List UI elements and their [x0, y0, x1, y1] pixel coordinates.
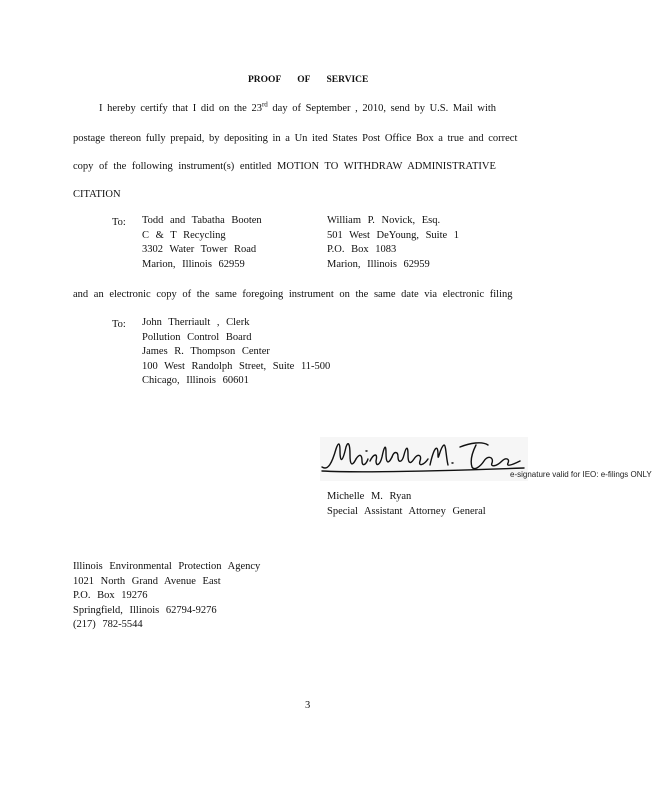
certify-line-3: copy of the following instrument(s) entitled MOTION TO WITHDRAW ADMINISTRATIVE [73, 161, 496, 172]
agency-line: P.O. Box 19276 [73, 590, 148, 601]
agency-line: Illinois Environmental Protection Agency [73, 561, 261, 572]
recipient-line: John Therriault , Clerk [142, 317, 250, 328]
recipient-line: C & T Recycling [142, 229, 226, 241]
certify-line-1 [99, 102, 496, 115]
page-number: 3 [305, 700, 311, 711]
certify-line-4: CITATION [73, 189, 121, 200]
recipient-line: Marion, Illinois 62959 [327, 258, 430, 270]
electronic-filing-line: and an electronic copy of the same foregoing instrument on the same date via electronic filing [73, 289, 513, 300]
signer-name: Michelle M. Ryan [327, 491, 412, 502]
recipient-line: Todd and Tabatha Booten [142, 215, 262, 226]
recipient-line: 100 West Randolph Street, Suite 11-500 [142, 360, 331, 372]
efile-recipient [142, 316, 330, 389]
recipient-line: James R. Thompson Center [142, 346, 270, 357]
mail-to-label: To: [112, 217, 126, 228]
recipient-line: P.O. Box 1083 [327, 244, 397, 255]
signature-block [320, 437, 652, 481]
date-superscript: rd [261, 100, 268, 109]
page-title: PROOF OF SERVICE [248, 75, 369, 85]
agency-line: 1021 North Grand Avenue East [73, 575, 221, 587]
signature-note: e-signature valid for IEO: e-filings ONLY [510, 470, 652, 479]
handwritten-signature-image [320, 437, 528, 481]
recipient-line: William P. Novick, Esq. [327, 215, 441, 226]
agency-line: Springfield, Illinois 62794-9276 [73, 604, 217, 616]
mail-recipient-left [142, 214, 262, 272]
recipient-line: Chicago, Illinois 60601 [142, 375, 249, 386]
agency-address [73, 560, 260, 633]
agency-line: (217) 782-5544 [73, 619, 143, 630]
recipient-line: 3302 Water Tower Road [142, 244, 257, 255]
certify-line-1-post: day of September , 2010, send by U.S. Mail with [267, 103, 497, 114]
signer-title: Special Assistant Attorney General [327, 506, 486, 517]
certify-line-2: postage thereon fully prepaid, by depositing in a Un ited States Post Office Box a true and correct [73, 133, 518, 144]
efile-to-label: To: [112, 319, 126, 330]
recipient-line: Pollution Control Board [142, 331, 252, 343]
recipient-line: Marion, Illinois 62959 [142, 258, 245, 270]
recipient-line: 501 West DeYoung, Suite 1 [327, 229, 460, 241]
certify-line-1-pre: I hereby certify that I did on the 23 [99, 103, 262, 114]
mail-recipient-right [327, 214, 459, 272]
